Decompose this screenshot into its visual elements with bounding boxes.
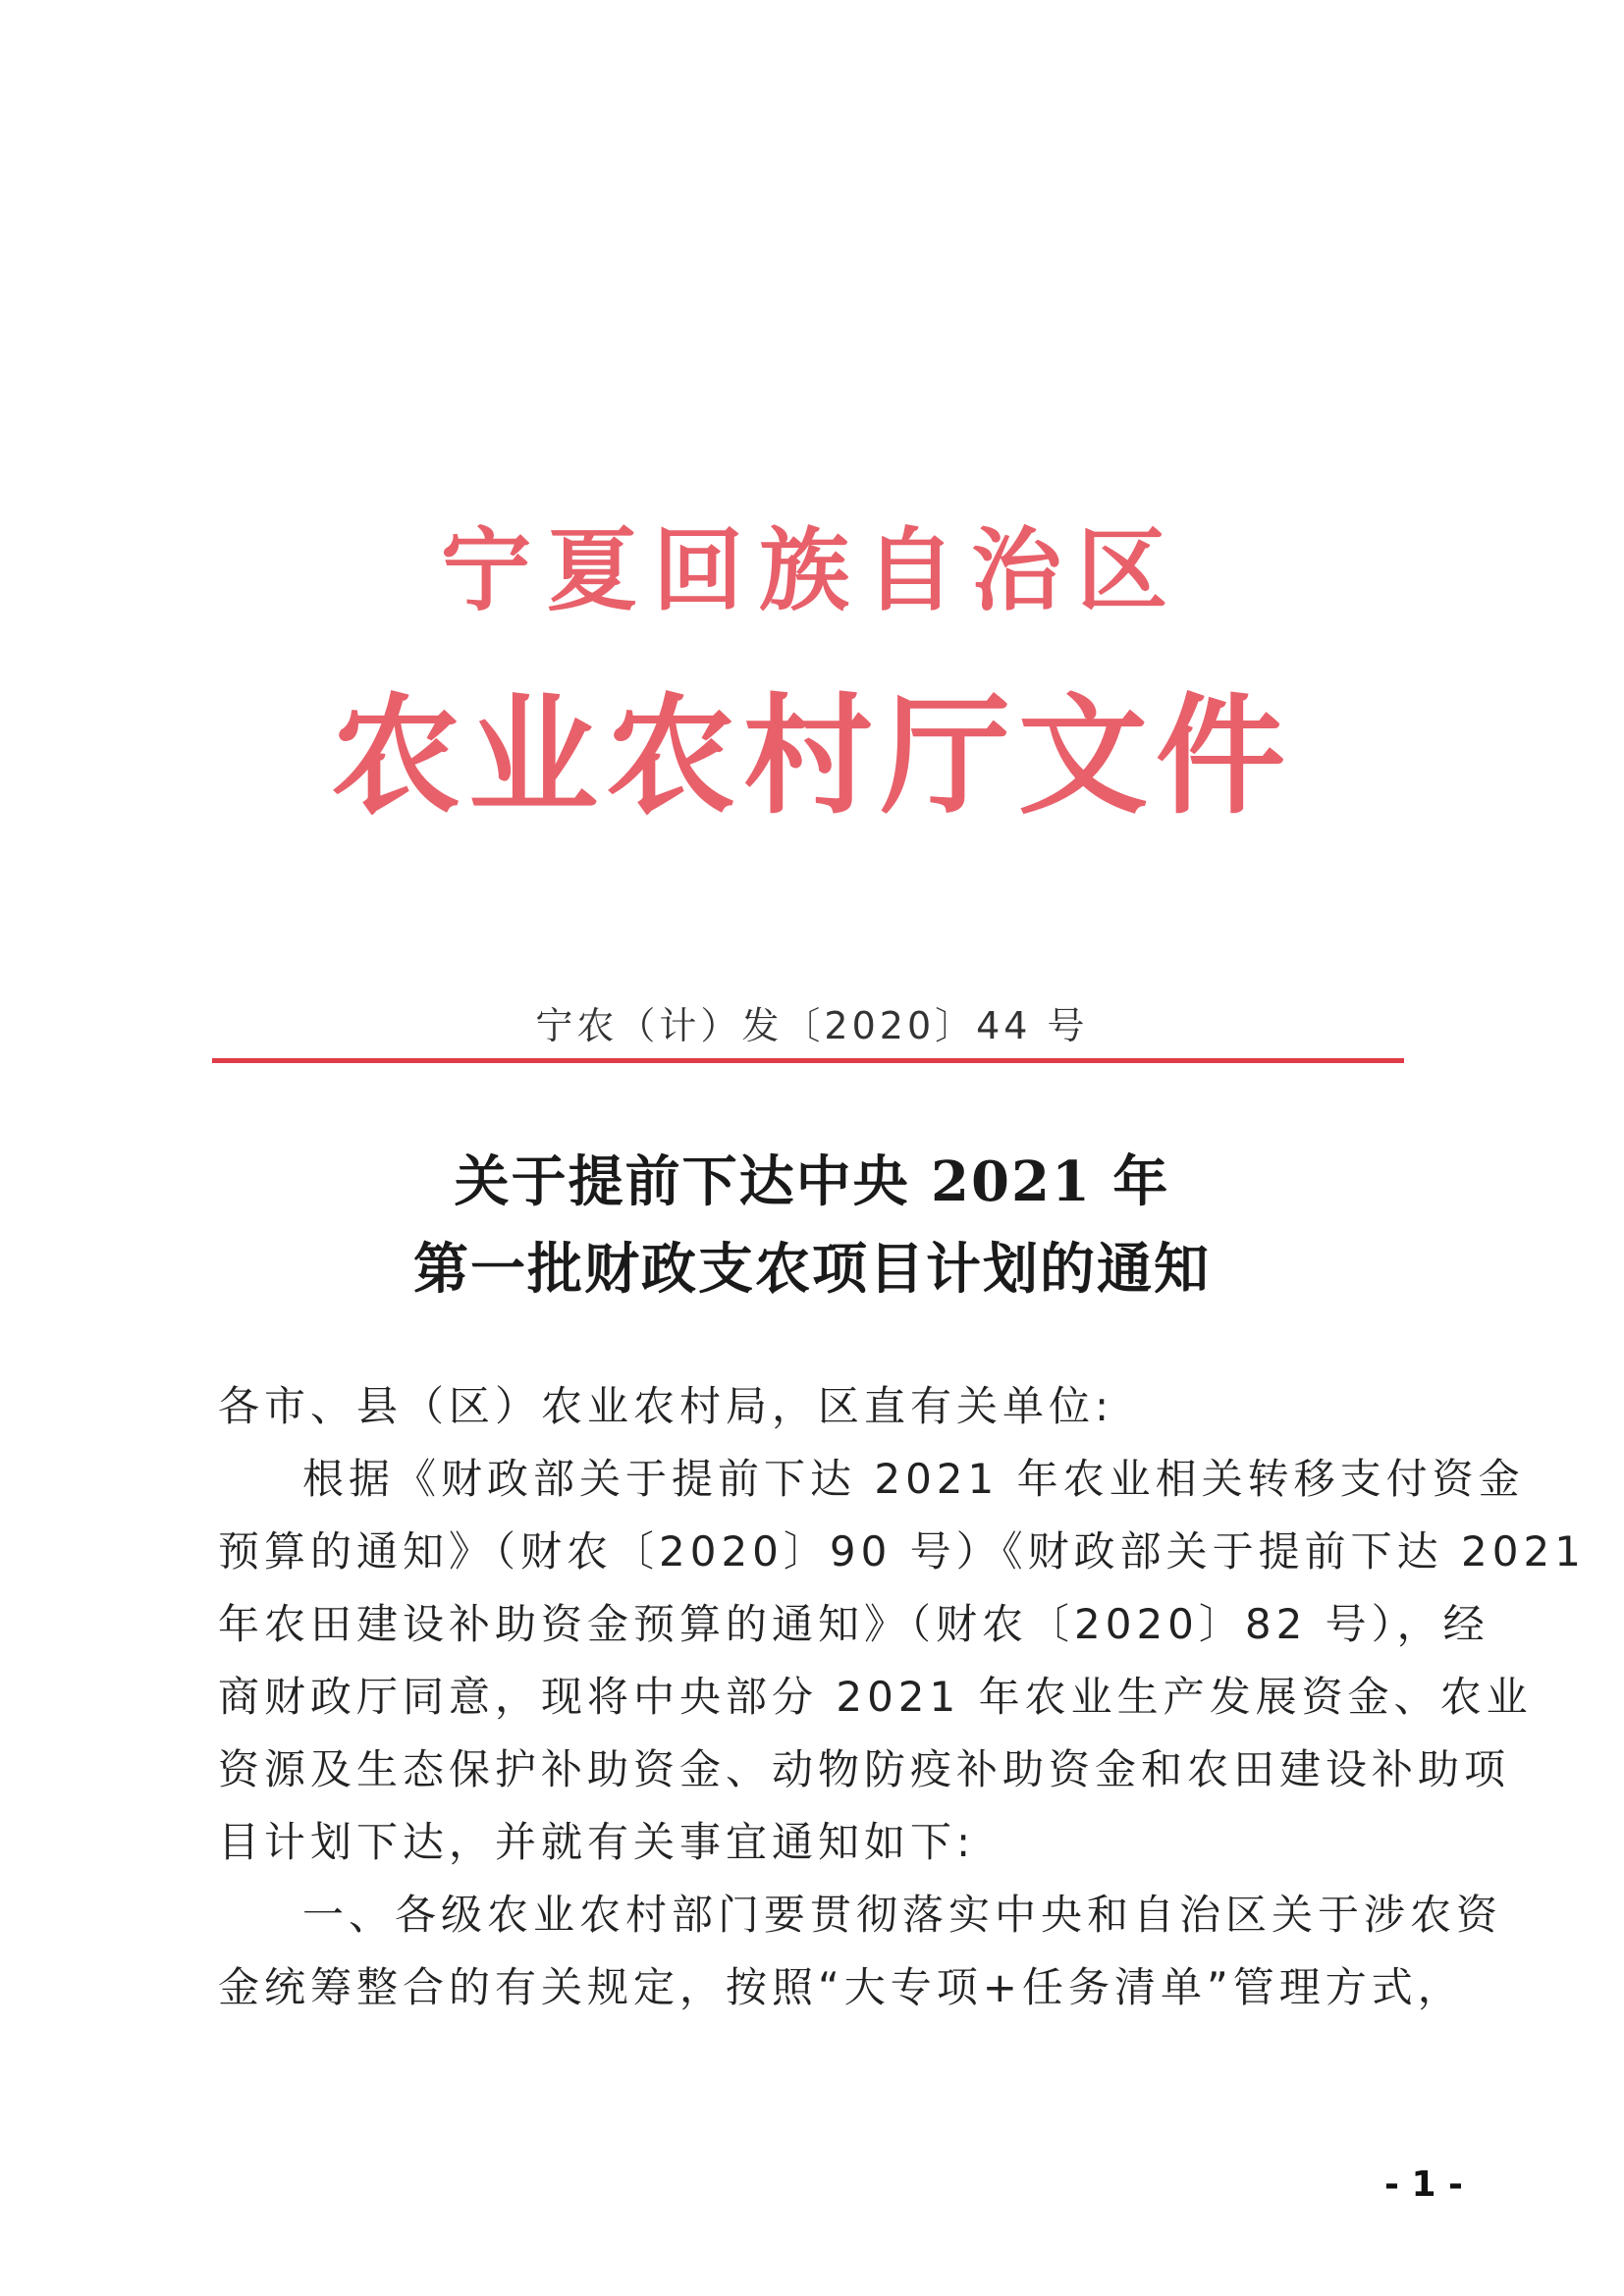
document-number: 宁农（计）发〔2020〕44 号	[535, 1004, 1089, 1047]
page-number: - 1 -	[1384, 2164, 1463, 2205]
document-title-line-1: 关于提前下达中央 2021 年	[454, 1149, 1170, 1214]
document-type-heading: 农业农村厅文件	[331, 680, 1293, 832]
body-line: 商财政厅同意，现将中央部分 2021 年农业生产发展资金、农业	[218, 1673, 1533, 1721]
body-line: 年农田建设补助资金预算的通知》（财农〔2020〕82 号），经	[218, 1600, 1489, 1648]
document-title-line-2: 第一批财政支农项目计划的通知	[413, 1237, 1211, 1302]
salutation: 各市、县（区）农业农村局，区直有关单位:	[218, 1382, 1114, 1430]
body-line: 预算的通知》（财农〔2020〕90 号）《财政部关于提前下达 2021	[218, 1527, 1586, 1575]
body-line: 资源及生态保护补助资金、动物防疫补助资金和农田建设补助项	[218, 1745, 1511, 1793]
red-divider-rule	[212, 1058, 1404, 1063]
issuer-name: 宁夏回族自治区	[440, 517, 1183, 623]
body-line: 一、各级农业农村部门要贯彻落实中央和自治区关于涉农资	[302, 1891, 1503, 1939]
body-line: 根据《财政部关于提前下达 2021 年农业相关转移支付资金	[302, 1455, 1525, 1503]
body-line: 目计划下达，并就有关事宜通知如下:	[218, 1818, 976, 1866]
body-line: 金统筹整合的有关规定，按照“大专项+任务清单”管理方式，	[218, 1963, 1464, 2011]
